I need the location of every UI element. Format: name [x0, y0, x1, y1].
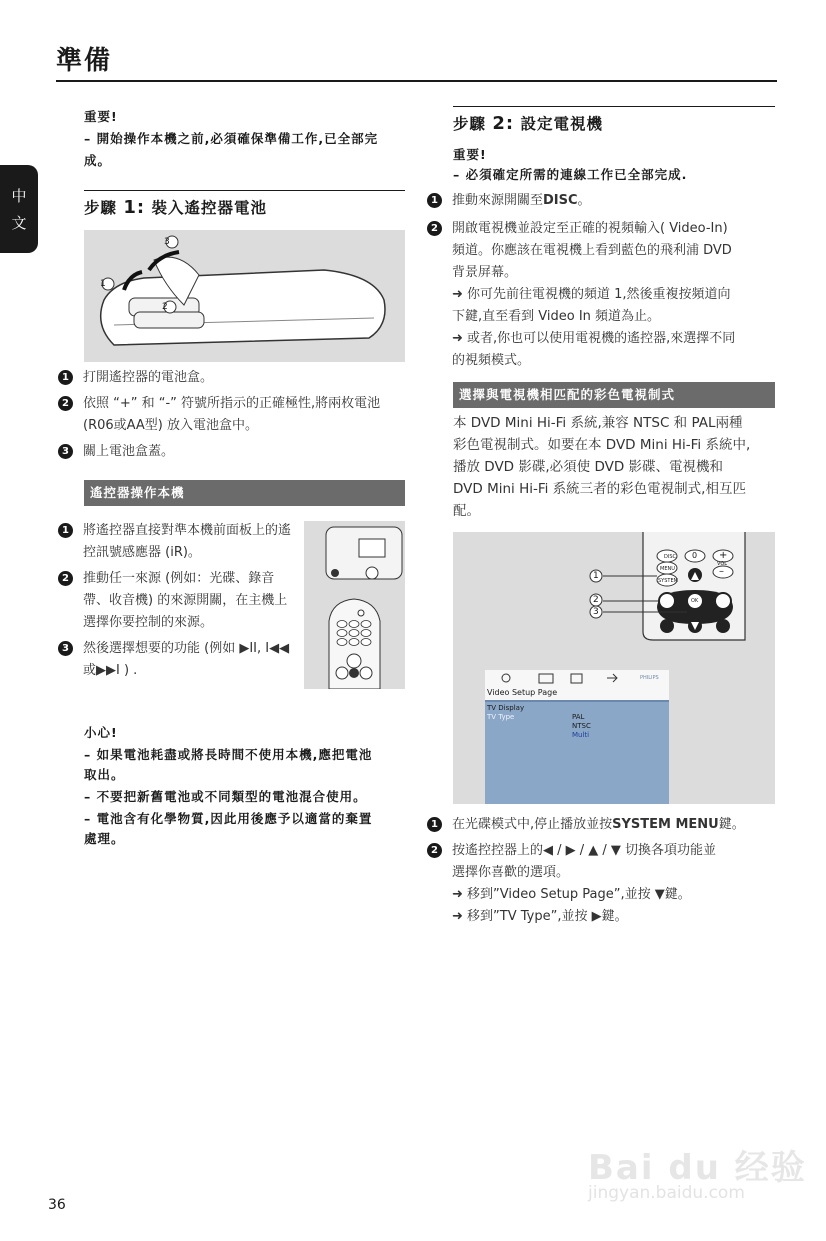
caution-line-4: – 電池含有化學物質,因此用後應予以適當的棄置	[84, 811, 373, 826]
ok-button-label: OK	[691, 598, 699, 604]
step1-heading-prefix: 步驟	[84, 199, 124, 217]
bullet-1: 1	[58, 523, 73, 538]
menu-item-1-text	[452, 814, 745, 836]
page-number: 36	[48, 1197, 66, 1213]
battery-illustration	[84, 230, 405, 362]
arrow-note-3: ➜ 或者,你也可以使用電視機的遙控器,來選擇不同	[452, 331, 736, 346]
battery-callout-2: 2	[162, 302, 168, 312]
disc-button-label: DISC	[664, 554, 676, 560]
remote-pointing-drawing	[304, 521, 405, 689]
step2-item-1-text	[452, 190, 591, 212]
caution-line-5: 處理。	[84, 831, 125, 846]
osd-row-tv-display: TV Display	[487, 704, 525, 712]
language-tab-char-1: 中	[11, 187, 27, 205]
osd-page-title: Video Setup Page	[487, 688, 558, 697]
battery-callout-3: 3	[164, 237, 170, 247]
color-paragraph-line-1: 本 DVD Mini Hi-Fi 系統,兼容 NTSC 和 PAL兩種	[453, 415, 743, 431]
remote-item-3-text: 然後選擇想要的功能 (例如 ▶II, I◀◀或▶▶I ) .	[83, 641, 290, 678]
step1-item-1	[58, 367, 405, 389]
bullet-2: 2	[58, 396, 73, 411]
plus-button-label: +	[719, 550, 728, 561]
remote-item-1-text: 將遙控器直接對準本機前面板上的遙控訊號感應器 (iR)。	[83, 523, 292, 560]
step2-heading-prefix: 步驟	[453, 115, 493, 133]
bullet-1: 1	[427, 193, 442, 208]
color-paragraph-line-3: 播放 DVD 影碟,必須使 DVD 影碟、電視機和	[453, 459, 724, 475]
caution-line-2: 取出。	[84, 767, 125, 782]
important-text-right: – 必須確定所需的連線工作已全部完成.	[453, 167, 688, 182]
color-paragraph-line-5: 配。	[453, 503, 480, 519]
zero-button-label: 0	[692, 551, 698, 560]
baidu-watermark-url: jingyan.baidu.com	[588, 1183, 745, 1203]
final-arrow-2: ➜ 移到”TV Type”,並按 ▶鍵。	[452, 909, 628, 924]
step1-heading-num: 1:	[123, 197, 146, 218]
philips-logo: PHILIPS	[640, 675, 659, 681]
final-arrow-1: ➜ 移到”Video Setup Page”,並按 ▼鍵。	[452, 887, 691, 902]
keypad-callout-2: 2	[593, 595, 599, 605]
keypad-callout-1: 1	[593, 571, 599, 581]
baidu-watermark: Bai du 经验	[588, 1148, 807, 1188]
title-rule	[56, 80, 777, 82]
page-title: 準備	[56, 46, 113, 76]
step1-heading-text: 裝入遙控器電池	[145, 199, 268, 217]
important-text-left-1: – 開始操作本機之前,必須確保準備工作,已全部完	[84, 131, 379, 146]
step1-rule	[84, 190, 405, 191]
step2-item-2-text	[452, 218, 735, 372]
step2-heading-num: 2:	[492, 113, 515, 134]
osd-option-pal: PAL	[572, 713, 585, 721]
step1-item-3-text: 關上電池盒蓋。	[83, 444, 175, 459]
step2-item-2-line-1: 開啟電視機並設定至正確的視頻輸入( Video-In)	[452, 221, 728, 236]
caution-line-3: – 不要把新舊電池或不同類型的電池混合使用。	[84, 789, 367, 804]
osd-option-multi: Multi	[572, 731, 590, 739]
bullet-2: 2	[427, 221, 442, 236]
step2-heading	[453, 112, 603, 134]
bullet-1: 1	[58, 370, 73, 385]
osd-row-tv-type: TV Type	[487, 713, 515, 721]
arrow-note-4: 的視頻模式。	[452, 353, 531, 368]
disc-source-label: DISC	[543, 193, 578, 208]
system-menu-key-label: SYSTEM MENU	[612, 817, 719, 832]
remote-battery-drawing	[84, 230, 405, 362]
caution-line-1: – 如果電池耗盡或將長時間不使用本機,應把電池	[84, 747, 373, 762]
step2-rule	[453, 106, 775, 107]
color-system-bar: 選擇與電視機相匹配的彩色電視制式	[453, 382, 775, 408]
step2-item-1-prefix: 推動來源開關至	[452, 193, 544, 208]
caution-heading: 小心!	[84, 725, 118, 740]
step1-item-2	[58, 393, 405, 437]
important-heading-left: 重要!	[84, 109, 118, 124]
step2-item-2-line-2: 頻道。你應該在電視機上看到藍色的飛利浦 DVD	[452, 243, 732, 258]
remote-pointing-illustration	[304, 521, 405, 689]
remote-item-1	[58, 520, 300, 564]
arrow-note-1: ➜ 你可先前往電視機的頻道 1,然後重複按頻道向	[452, 287, 731, 302]
language-tab	[0, 165, 38, 253]
minus-button-label: –	[719, 566, 724, 577]
step1-item-1-text: 打開遙控器的電池盒。	[83, 370, 214, 385]
menu-item-1	[427, 814, 777, 836]
bullet-2: 2	[58, 571, 73, 586]
bullet-3: 3	[58, 641, 73, 656]
remote-item-3	[58, 638, 300, 682]
bullet-1: 1	[427, 817, 442, 832]
step2-item-2-line-3: 背景屏幕。	[452, 265, 518, 280]
arrow-note-2: 下鍵,直至看到 Video In 頻道為止。	[452, 309, 661, 324]
important-text-left-2: 成。	[84, 153, 112, 168]
remote-operation-bar: 遙控器操作本機	[84, 480, 405, 506]
step2-item-1-suffix: 。	[577, 193, 591, 208]
menu-item-1-suffix: 鍵。	[718, 817, 745, 832]
battery-callout-1: 1	[100, 279, 106, 289]
step1-heading	[84, 196, 267, 218]
step1-item-3	[58, 441, 405, 463]
menu-item-1-prefix: 在光碟模式中,停止播放並按	[452, 817, 613, 832]
important-heading-right: 重要!	[453, 147, 487, 162]
color-system-paragraph	[453, 412, 777, 522]
system-menu-illustration	[453, 532, 775, 804]
menu-item-2	[427, 840, 777, 928]
step2-item-2	[427, 218, 777, 372]
color-paragraph-line-2: 彩色電視制式。如要在本 DVD Mini Hi-Fi 系統中,	[453, 437, 751, 453]
step2-item-1	[427, 190, 777, 212]
keypad-callout-3: 3	[593, 607, 599, 617]
remote-keypad-drawing	[453, 532, 775, 804]
menu-item-2-text	[452, 840, 716, 928]
remote-item-2-text: 推動任一來源 (例如：光碟、錄音帶、收音機) 的來源開關，在主機上選擇你要控制的來源。	[83, 571, 288, 630]
step2-heading-text: 設定電視機	[514, 115, 604, 133]
bullet-2: 2	[427, 843, 442, 858]
menu-item-2-line-2: 選擇你喜歡的選項。	[452, 865, 570, 880]
system-button-label: SYSTEM	[658, 578, 678, 584]
step1-item-2-text: 依照 “+” 和 “-” 符號所指示的正確極性,將兩枚電池 (R06或AA型) 放入電池盒中。	[83, 396, 381, 433]
bullet-3: 3	[58, 444, 73, 459]
vol-label: VOL	[717, 561, 728, 567]
color-paragraph-line-4: DVD Mini Hi-Fi 系統三者的彩色電視制式,相互匹	[453, 481, 746, 497]
language-tab-char-2: 文	[11, 214, 27, 232]
osd-option-ntsc: NTSC	[572, 722, 591, 730]
menu-item-2-line-1: 按遙控控器上的◀ / ▶ / ▲ / ▼ 切換各項功能並	[452, 843, 717, 858]
menu-button-label: MENU	[660, 566, 675, 572]
remote-item-2	[58, 568, 300, 634]
